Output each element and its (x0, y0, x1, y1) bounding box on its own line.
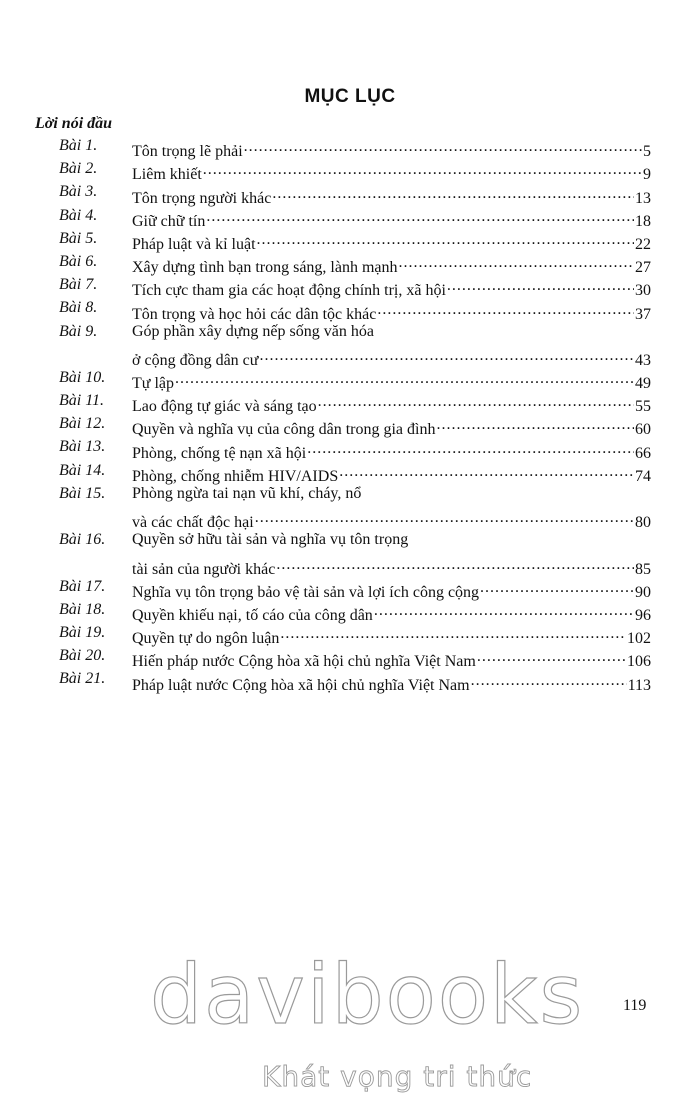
toc-line (0, 529, 700, 552)
page-ref: 37 (635, 305, 651, 323)
dot-leader (477, 647, 626, 666)
toc-line (0, 135, 700, 161)
page-ref: 30 (635, 282, 651, 300)
dot-leader (272, 183, 634, 202)
toc-entry (0, 668, 700, 694)
page-ref: 106 (627, 653, 651, 671)
lesson-title: tài sản của người khác (132, 560, 276, 578)
table-of-contents (0, 135, 700, 692)
lesson-title: Nghĩa vụ tôn trọng bảo vệ tài sản và lợi ích công cộng (132, 583, 480, 601)
dot-leader (276, 554, 634, 573)
toc-line (0, 367, 700, 393)
lesson-number: Bài 18. (59, 600, 106, 618)
toc-line (0, 599, 700, 622)
page-ref: 66 (635, 444, 651, 462)
dot-leader (339, 462, 634, 481)
page-ref: 27 (635, 259, 651, 277)
toc-line (0, 251, 700, 277)
toc-entry (0, 321, 700, 367)
toc-line (0, 576, 700, 599)
dot-leader (307, 438, 634, 457)
dot-leader (257, 230, 634, 249)
toc-line (0, 668, 700, 694)
dot-leader (255, 508, 634, 527)
lesson-number: Bài 19. (59, 623, 106, 641)
toc-line (0, 645, 700, 671)
dot-leader (447, 276, 634, 295)
page-ref: 9 (643, 166, 651, 184)
lesson-number: Bài 21. (59, 670, 106, 688)
lesson-number: Bài 4. (59, 206, 98, 224)
page-ref: 5 (643, 143, 651, 161)
dot-leader (436, 415, 634, 434)
toc-line (0, 622, 700, 648)
lesson-title: Quyền và nghĩa vụ của công dân trong gia đình (132, 421, 436, 439)
dot-leader (203, 160, 642, 179)
dot-leader (206, 207, 634, 226)
toc-entry (0, 460, 700, 483)
watermark-brand: davibooks (150, 948, 585, 1043)
toc-entry (0, 367, 700, 393)
toc-line (0, 506, 700, 532)
lesson-number: Bài 13. (59, 438, 106, 456)
dot-leader (377, 299, 634, 318)
toc-entry (0, 228, 700, 251)
toc-entry (0, 205, 700, 228)
toc-line-content (132, 323, 651, 341)
lesson-title: Liêm khiết (132, 166, 202, 184)
toc-line (0, 552, 700, 578)
page-ref: 55 (635, 398, 651, 416)
toc-line (0, 483, 700, 506)
lesson-title: ở cộng đồng dân cư (132, 351, 259, 369)
toc-entry (0, 622, 700, 648)
lesson-title: Tôn trọng lẽ phải (132, 143, 243, 161)
toc-entry (0, 599, 700, 622)
toc-line (0, 436, 700, 462)
lesson-title: Tự lập (132, 375, 174, 393)
lesson-number: Bài 16. (59, 531, 106, 549)
page-ref: 85 (635, 560, 651, 578)
toc-line (0, 460, 700, 483)
dot-leader (480, 578, 634, 597)
toc-line-content (132, 670, 651, 694)
page-ref: 49 (635, 375, 651, 393)
lesson-number: Bài 3. (59, 183, 98, 201)
lesson-title: Tôn trọng người khác (132, 189, 272, 207)
lesson-title: Quyền tự do ngôn luận (132, 630, 280, 648)
lesson-title: Tôn trọng và học hỏi các dân tộc khác (132, 305, 377, 323)
lesson-number: Bài 6. (59, 252, 98, 270)
dot-leader (259, 346, 634, 365)
lesson-title: Xây dựng tình bạn trong sáng, lành mạnh (132, 259, 398, 277)
toc-entry (0, 413, 700, 439)
watermark-tagline: Khát vọng tri thức (262, 1060, 533, 1093)
dot-leader (374, 601, 634, 620)
lesson-number: Bài 17. (59, 577, 106, 595)
page-number: 119 (623, 997, 647, 1014)
lesson-number: Bài 12. (59, 415, 106, 433)
page-title: MỤC LỤC (304, 86, 396, 107)
toc-entry (0, 390, 700, 416)
page-ref: 60 (635, 421, 651, 439)
lesson-number: Bài 8. (59, 299, 98, 317)
toc-line (0, 274, 700, 300)
page-ref: 18 (635, 212, 651, 230)
page-ref: 80 (635, 514, 651, 532)
toc-line (0, 297, 700, 323)
dot-leader (399, 253, 634, 272)
lesson-title: Quyền sở hữu tài sản và nghĩa vụ tôn trọng (132, 531, 409, 549)
toc-line (0, 413, 700, 439)
lesson-number: Bài 7. (59, 276, 98, 294)
lesson-number: Bài 15. (59, 484, 106, 502)
dot-leader (244, 137, 642, 156)
page-ref: 74 (635, 467, 651, 485)
lesson-number: Bài 9. (59, 322, 98, 340)
lesson-title: Pháp luật và kỉ luật (132, 235, 256, 253)
toc-line (0, 390, 700, 416)
page-ref: 113 (627, 676, 651, 694)
toc-entry (0, 274, 700, 300)
lesson-number: Bài 5. (59, 229, 98, 247)
dot-leader (280, 624, 626, 643)
dot-leader (471, 670, 627, 689)
lesson-title: Tích cực tham gia các hoạt động chính trị, xã hội (132, 282, 446, 300)
lesson-title: và các chất độc hại (132, 514, 254, 532)
lesson-title: Quyền khiếu nại, tố cáo của công dân (132, 606, 373, 624)
page-ref: 22 (635, 235, 651, 253)
toc-entry (0, 158, 700, 184)
preface-label: Lời nói đầu (35, 115, 113, 132)
lesson-title: Hiến pháp nước Cộng hòa xã hội chủ nghĩa Việt Nam (132, 653, 476, 671)
toc-entry (0, 645, 700, 671)
page-ref: 102 (627, 630, 651, 648)
toc-entry (0, 135, 700, 161)
dot-leader (175, 369, 634, 388)
lesson-title: Phòng ngừa tai nạn vũ khí, cháy, nổ (132, 484, 362, 502)
toc-entry (0, 483, 700, 532)
lesson-number: Bài 10. (59, 368, 106, 386)
lesson-number: Bài 2. (59, 160, 98, 178)
toc-line (0, 181, 700, 207)
toc-line (0, 321, 700, 344)
lesson-number: Bài 20. (59, 647, 106, 665)
toc-line (0, 344, 700, 367)
toc-line (0, 158, 700, 184)
lesson-title: Giữ chữ tín (132, 212, 206, 230)
lesson-title: Góp phần xây dựng nếp sống văn hóa (132, 322, 374, 340)
page-ref: 90 (635, 583, 651, 601)
lesson-title: Pháp luật nước Cộng hòa xã hội chủ nghĩa Việt Nam (132, 676, 470, 694)
toc-entry (0, 576, 700, 599)
dot-leader (318, 392, 634, 411)
toc-line (0, 228, 700, 251)
lesson-title: Phòng, chống nhiễm HIV/AIDS (132, 467, 339, 485)
page-ref: 43 (635, 351, 651, 369)
toc-entry (0, 297, 700, 323)
toc-line-content (132, 485, 651, 503)
toc-entry (0, 181, 700, 207)
lesson-title: Lao động tự giác và sáng tạo (132, 398, 317, 416)
lesson-number: Bài 14. (59, 461, 106, 479)
page-ref: 13 (635, 189, 651, 207)
toc-entry (0, 529, 700, 578)
toc-entry (0, 436, 700, 462)
toc-line (0, 205, 700, 228)
page-ref: 96 (635, 606, 651, 624)
lesson-title: Phòng, chống tệ nạn xã hội (132, 444, 307, 462)
toc-entry (0, 251, 700, 277)
lesson-number: Bài 1. (59, 137, 98, 154)
lesson-number: Bài 11. (59, 392, 105, 410)
toc-line-content (132, 531, 651, 549)
